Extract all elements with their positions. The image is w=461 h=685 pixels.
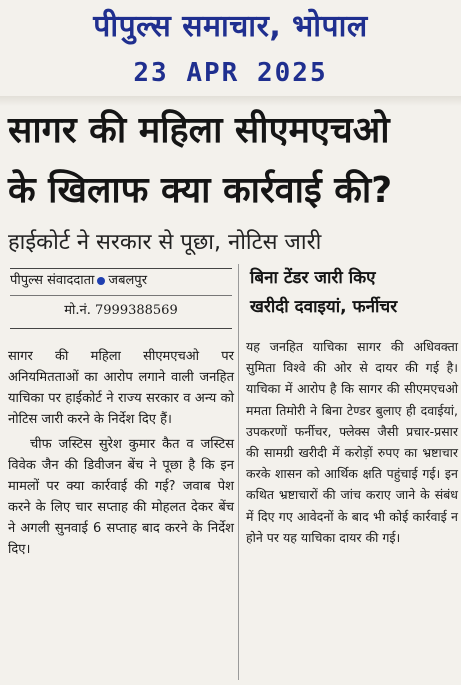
byline — [10, 268, 232, 296]
paragraph-2: चीफ जस्टिस सुरेश कुमार कैत व जस्टिस विवेक जैन की डिवीजन बेंच ने पूछा है कि इन मामलों पर क्या कार्रवाई की गई? जवाब पेश करने के लिए चार सप्ताह की मोहलत देकर बेंच ने अगली सुनवाई 6 सप्ताह बाद करने के निर्देश दिए। — [8, 437, 234, 557]
headline-line-2: के खिलाफ क्या कार्रवाई की? — [8, 170, 393, 211]
newspaper-source-stamp: पीपुल्स समाचार, भोपाल — [93, 9, 368, 44]
paragraph-1: सागर की महिला सीएमएचओ पर अनियमितताओं का आरोप लगाने वाली जनहित याचिका पर हाईकोर्ट ने राज्य सरकार व अन्य को नोटिस जारी करने के निर्देश दिए हैं। — [8, 349, 234, 427]
side-story-body: यह जनहित याचिका सागर की अधिवक्ता सुमिता विश्वे की ओर से दायर की गई है। याचिका में आरोप है कि सागर की सीएमएचओ ममता तिमोरी ने बिना टेण्डर बुलाए ही दवाईयां, उपकरणों फर्नीचर, फ्लेक्स जैसी प्रचार-प्रसार की सामग्री खरीदी में करोड़ों रुपए का भ्रष्टाचार करके शासन को आर्थिक क्षति पहुंचाई गई। इन कथित भ्रष्टाचारों की जांच कराए जाने के संबंध में दिए गए आवेदनों के बाद भी कोई कार्रवाई न होने पर यह याचिका दायर की गई। — [246, 339, 458, 545]
date-stamp: 23 APR 2025 — [133, 58, 328, 88]
reporter-name: पीपुल्स संवाददाता — [10, 273, 95, 288]
side-heading-line-2: खरीदी दवाइयां, फर्नीचर — [250, 297, 398, 317]
subheading: हाईकोर्ट ने सरकार से पूछा, नोटिस जारी — [8, 230, 322, 255]
bullet-dot-icon — [97, 277, 105, 285]
dateline-place: जबलपुर — [108, 273, 148, 288]
side-heading-line-1: बिना टेंडर जारी किए — [250, 268, 376, 288]
reporter-mobile: मो.नं. 7999388569 — [10, 300, 232, 329]
side-story-heading — [250, 264, 455, 322]
column-divider — [238, 264, 239, 680]
headline-line-1: सागर की महिला सीएमएचओ — [8, 110, 390, 151]
article-body-left — [8, 346, 234, 560]
